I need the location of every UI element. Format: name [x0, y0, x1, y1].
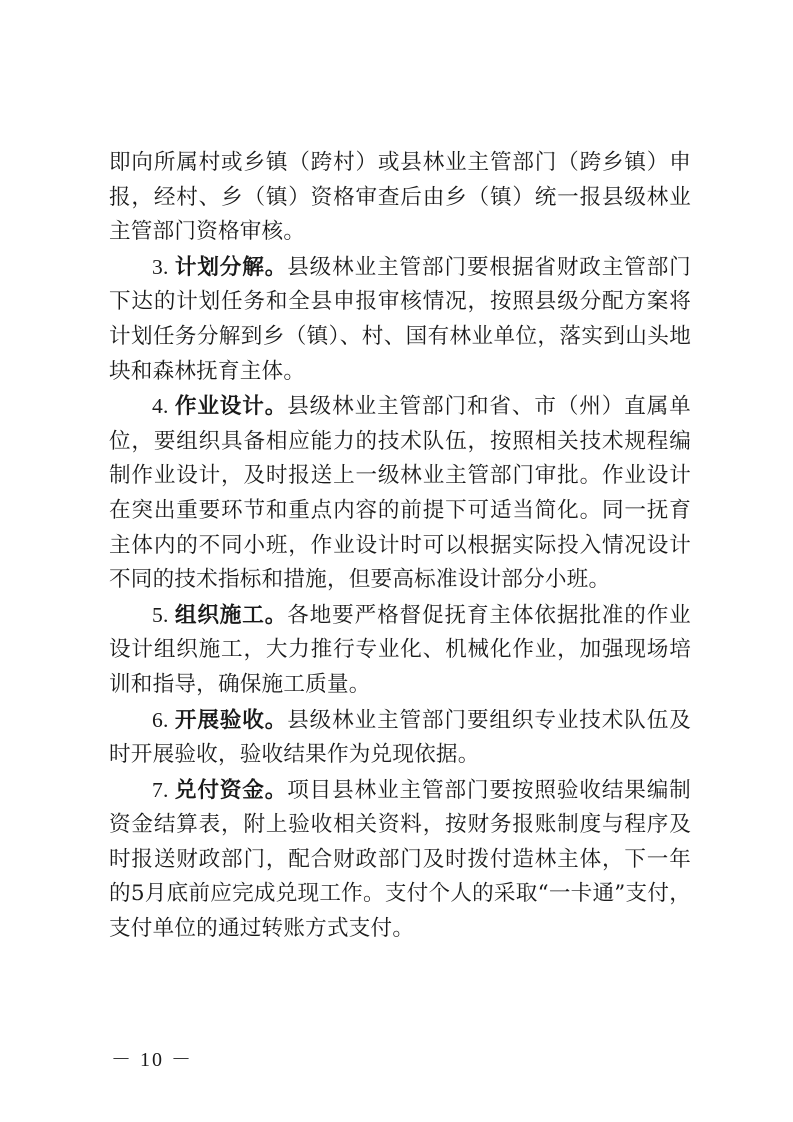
paragraph-plan-breakdown: [109, 250, 691, 389]
paragraph-organize-construction: [109, 598, 691, 703]
paragraph-fund-payment: [109, 773, 691, 947]
paragraph-acceptance: [109, 703, 691, 773]
paragraph-text: 县级林业主管部门和省、市（州）直属单位，要组织具备相应能力的技术队伍，按照相关技术规程编制作业设计，及时报送上一级林业主管部门审批。作业设计在突出重要环节和重点内容的前提下可适当简化。同一抚育主体内的不同小班，作业设计时可以根据实际投入情况设计不同的技术指标和措施，但要高标准设计部分小班。: [109, 394, 691, 593]
paragraph-number: 3.: [152, 254, 175, 279]
paragraph-heading: 组织施工。: [174, 602, 288, 628]
paragraph-text: 各地要严格督促抚育主体依据批准的作业设计组织施工，大力推行专业化、机械化作业，加强现场培训和指导，确保施工质量。: [109, 602, 691, 697]
paragraph-number: 6.: [152, 707, 175, 732]
document-body: [109, 146, 691, 947]
paragraph-number: 5.: [152, 602, 175, 627]
paragraph-heading: 作业设计。: [174, 394, 288, 420]
paragraph-operation-design: [109, 389, 691, 598]
paragraph-text: 项目县林业主管部门要按照验收结果编制资金结算表，附上验收相关资料，按财务报账制度与程序及时报送财政部门，配合财政部门及时拨付造林主体，下一年的5月底前应完成兑现工作。支付个人的采取“一卡通”支付，支付单位的通过转账方式支付。: [109, 777, 691, 942]
paragraph-continuation: [109, 146, 691, 250]
paragraph-number: 7.: [152, 777, 175, 802]
paragraph-text: 即向所属村或乡镇（跨村）或县林业主管部门（跨乡镇）申报，经村、乡（镇）资格审查后由乡（镇）统一报县级林业主管部门资格审核。: [109, 150, 691, 245]
paragraph-heading: 开展验收。: [174, 707, 288, 733]
page-number: － 10 －: [111, 1049, 193, 1071]
paragraph-number: 4.: [152, 394, 175, 419]
paragraph-text: 县级林业主管部门要组织专业技术队伍及时开展验收，验收结果作为兑现依据。: [109, 707, 691, 768]
paragraph-heading: 兑付资金。: [174, 777, 288, 803]
paragraph-heading: 计划分解。: [174, 254, 288, 280]
paragraph-text: 县级林业主管部门要根据省财政主管部门下达的计划任务和全县申报审核情况，按照县级分配方案将计划任务分解到乡（镇）、村、国有林业单位，落实到山头地块和森林抚育主体。: [109, 254, 691, 384]
